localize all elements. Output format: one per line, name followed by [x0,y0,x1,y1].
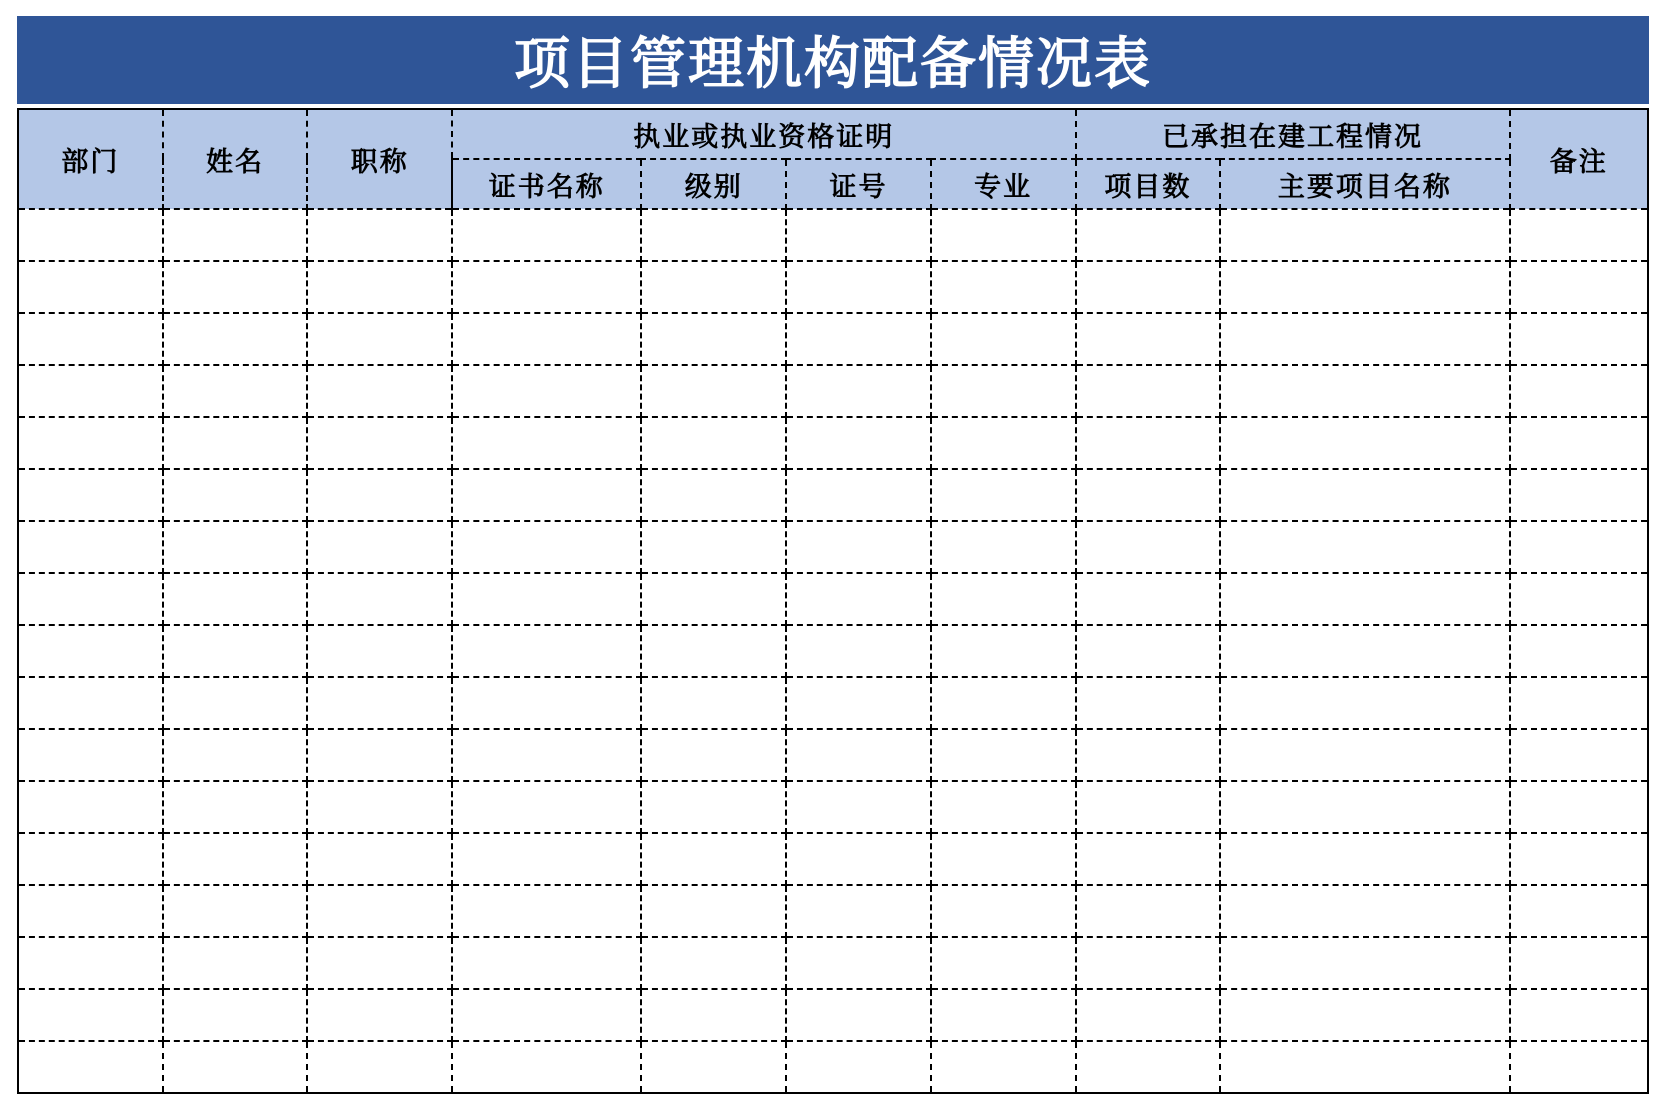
cell-cert-name[interactable] [452,417,641,469]
table-row [18,1041,1648,1093]
cell-cert-name[interactable] [452,781,641,833]
table-row [18,989,1648,1041]
cell-project-count[interactable] [1076,209,1221,261]
cell-title[interactable] [307,1041,452,1093]
cell-cert-name[interactable] [452,1041,641,1093]
cell-title[interactable] [307,625,452,677]
cell-name[interactable] [163,625,308,677]
cell-name[interactable] [163,677,308,729]
cell-main-project-names[interactable] [1220,417,1509,469]
cell-project-count[interactable] [1076,365,1221,417]
table-header [18,109,1648,209]
cell-department[interactable] [18,833,163,885]
cell-specialty[interactable] [931,677,1076,729]
cell-name[interactable] [163,781,308,833]
cell-cert-name[interactable] [452,313,641,365]
cell-cert-name[interactable] [452,625,641,677]
cell-cert-no[interactable] [786,833,931,885]
cell-name[interactable] [163,989,308,1041]
cell-cert-no[interactable] [786,781,931,833]
cell-department[interactable] [18,469,163,521]
cell-level[interactable] [641,781,786,833]
cell-remarks[interactable] [1510,885,1648,937]
cell-name[interactable] [163,1041,308,1093]
cell-name[interactable] [163,521,308,573]
cell-cert-no[interactable] [786,313,931,365]
cell-level[interactable] [641,365,786,417]
cell-level[interactable] [641,209,786,261]
cell-specialty[interactable] [931,729,1076,781]
cell-level[interactable] [641,261,786,313]
cell-specialty[interactable] [931,261,1076,313]
cell-department[interactable] [18,677,163,729]
cell-remarks[interactable] [1510,365,1648,417]
cell-specialty[interactable] [931,625,1076,677]
cell-main-project-names[interactable] [1220,365,1509,417]
cell-title[interactable] [307,677,452,729]
table-row [18,521,1648,573]
cell-cert-name[interactable] [452,885,641,937]
cell-level[interactable] [641,677,786,729]
cell-cert-name[interactable] [452,677,641,729]
cell-department[interactable] [18,885,163,937]
cell-level[interactable] [641,833,786,885]
cell-cert-no[interactable] [786,625,931,677]
cell-name[interactable] [163,885,308,937]
table-row [18,365,1648,417]
cell-name[interactable] [163,469,308,521]
cell-name[interactable] [163,417,308,469]
cell-main-project-names[interactable] [1220,209,1509,261]
cell-specialty[interactable] [931,209,1076,261]
cell-remarks[interactable] [1510,989,1648,1041]
cell-name[interactable] [163,833,308,885]
staffing-table [17,108,1649,1094]
cell-project-count[interactable] [1076,729,1221,781]
cell-cert-no[interactable] [786,989,931,1041]
cell-cert-name[interactable] [452,521,641,573]
cell-title[interactable] [307,209,452,261]
cell-main-project-names[interactable] [1220,781,1509,833]
cell-specialty[interactable] [931,885,1076,937]
cell-name[interactable] [163,365,308,417]
cell-project-count[interactable] [1076,989,1221,1041]
table-row [18,625,1648,677]
cell-main-project-names[interactable] [1220,313,1509,365]
cell-specialty[interactable] [931,833,1076,885]
cell-specialty[interactable] [931,469,1076,521]
cell-project-count[interactable] [1076,313,1221,365]
cell-cert-name[interactable] [452,729,641,781]
cell-specialty[interactable] [931,521,1076,573]
cell-level[interactable] [641,625,786,677]
cell-cert-no[interactable] [786,573,931,625]
cell-department[interactable] [18,573,163,625]
cell-specialty[interactable] [931,573,1076,625]
cell-level[interactable] [641,885,786,937]
table-row [18,261,1648,313]
cell-project-count[interactable] [1076,677,1221,729]
cell-department[interactable] [18,209,163,261]
cell-department[interactable] [18,781,163,833]
cell-cert-no[interactable] [786,1041,931,1093]
cell-cert-name[interactable] [452,209,641,261]
cell-cert-name[interactable] [452,365,641,417]
cell-department[interactable] [18,261,163,313]
table-row [18,937,1648,989]
cell-main-project-names[interactable] [1220,833,1509,885]
table-row [18,313,1648,365]
cell-title[interactable] [307,729,452,781]
cell-project-count[interactable] [1076,885,1221,937]
cell-level[interactable] [641,937,786,989]
cell-department[interactable] [18,937,163,989]
cell-remarks[interactable] [1510,625,1648,677]
cell-specialty[interactable] [931,313,1076,365]
cell-remarks[interactable] [1510,677,1648,729]
cell-title[interactable] [307,989,452,1041]
cell-remarks[interactable] [1510,209,1648,261]
cell-level[interactable] [641,989,786,1041]
cell-remarks[interactable] [1510,469,1648,521]
cell-main-project-names[interactable] [1220,261,1509,313]
cell-project-count[interactable] [1076,521,1221,573]
sheet-title-cell[interactable] [17,16,1649,104]
cell-level[interactable] [641,729,786,781]
cell-cert-no[interactable] [786,209,931,261]
cell-remarks[interactable] [1510,1041,1648,1093]
table-row [18,469,1648,521]
cell-specialty[interactable] [931,937,1076,989]
cell-level[interactable] [641,313,786,365]
cell-remarks[interactable] [1510,729,1648,781]
cell-cert-no[interactable] [786,885,931,937]
cell-title[interactable] [307,937,452,989]
cell-remarks[interactable] [1510,313,1648,365]
cell-cert-name[interactable] [452,261,641,313]
cell-cert-name[interactable] [452,989,641,1041]
cell-title[interactable] [307,885,452,937]
cell-department[interactable] [18,1041,163,1093]
cell-name[interactable] [163,729,308,781]
cell-name[interactable] [163,573,308,625]
cell-title[interactable] [307,417,452,469]
cell-main-project-names[interactable] [1220,885,1509,937]
header-cert-no[interactable]: 证号 [786,159,931,209]
cell-level[interactable] [641,469,786,521]
header-main-project-names[interactable]: 主要项目名称 [1220,159,1509,209]
cell-remarks[interactable] [1510,833,1648,885]
cell-cert-no[interactable] [786,365,931,417]
cell-specialty[interactable] [931,989,1076,1041]
header-cert-name[interactable]: 证书名称 [452,159,641,209]
table-body [18,209,1648,1093]
staffing-table-container [17,108,1649,1094]
cell-remarks[interactable] [1510,781,1648,833]
cell-remarks[interactable] [1510,261,1648,313]
table-row [18,781,1648,833]
cell-title[interactable] [307,469,452,521]
cell-level[interactable] [641,573,786,625]
page-title: 项目管理机构配备情况表 [514,32,1152,97]
cell-title[interactable] [307,781,452,833]
cell-specialty[interactable] [931,365,1076,417]
cell-title[interactable] [307,365,452,417]
cell-remarks[interactable] [1510,937,1648,989]
cell-main-project-names[interactable] [1220,625,1509,677]
cell-cert-name[interactable] [452,937,641,989]
cell-cert-no[interactable] [786,937,931,989]
cell-main-project-names[interactable] [1220,521,1509,573]
cell-project-count[interactable] [1076,417,1221,469]
cell-title[interactable] [307,833,452,885]
cell-title[interactable] [307,573,452,625]
header-remarks[interactable]: 备注 [1510,109,1648,209]
cell-level[interactable] [641,1041,786,1093]
header-project-count[interactable]: 项目数 [1076,159,1221,209]
cell-cert-no[interactable] [786,521,931,573]
spreadsheet-sheet [17,16,1649,1101]
cell-title[interactable] [307,313,452,365]
cell-project-count[interactable] [1076,1041,1221,1093]
cell-remarks[interactable] [1510,573,1648,625]
cell-project-count[interactable] [1076,469,1221,521]
cell-main-project-names[interactable] [1220,469,1509,521]
cell-cert-name[interactable] [452,573,641,625]
cell-cert-no[interactable] [786,417,931,469]
cell-cert-no[interactable] [786,261,931,313]
header-level[interactable]: 级别 [641,159,786,209]
table-row [18,417,1648,469]
cell-department[interactable] [18,521,163,573]
cell-project-count[interactable] [1076,833,1221,885]
cell-specialty[interactable] [931,417,1076,469]
table-row [18,729,1648,781]
cell-department[interactable] [18,417,163,469]
cell-department[interactable] [18,625,163,677]
cell-cert-no[interactable] [786,729,931,781]
cell-remarks[interactable] [1510,417,1648,469]
header-name[interactable]: 姓名 [163,109,308,209]
cell-main-project-names[interactable] [1220,989,1509,1041]
cell-cert-no[interactable] [786,469,931,521]
cell-remarks[interactable] [1510,521,1648,573]
table-row [18,573,1648,625]
table-row [18,833,1648,885]
cell-department[interactable] [18,989,163,1041]
cell-level[interactable] [641,417,786,469]
cell-level[interactable] [641,521,786,573]
header-qualification-group[interactable]: 执业或执业资格证明 [452,109,1075,159]
cell-project-count[interactable] [1076,625,1221,677]
header-title[interactable]: 职称 [307,109,452,209]
table-row [18,885,1648,937]
cell-project-count[interactable] [1076,781,1221,833]
cell-project-count[interactable] [1076,573,1221,625]
cell-name[interactable] [163,209,308,261]
cell-name[interactable] [163,261,308,313]
cell-specialty[interactable] [931,1041,1076,1093]
cell-name[interactable] [163,937,308,989]
header-department[interactable]: 部门 [18,109,163,209]
cell-title[interactable] [307,521,452,573]
cell-cert-name[interactable] [452,833,641,885]
cell-specialty[interactable] [931,781,1076,833]
table-row [18,677,1648,729]
cell-name[interactable] [163,313,308,365]
cell-main-project-names[interactable] [1220,677,1509,729]
cell-project-count[interactable] [1076,261,1221,313]
cell-project-count[interactable] [1076,937,1221,989]
cell-department[interactable] [18,313,163,365]
cell-main-project-names[interactable] [1220,573,1509,625]
table-row [18,209,1648,261]
cell-cert-no[interactable] [786,677,931,729]
cell-cert-name[interactable] [452,469,641,521]
cell-main-project-names[interactable] [1220,937,1509,989]
cell-title[interactable] [307,261,452,313]
header-projects-group[interactable]: 已承担在建工程情况 [1076,109,1510,159]
cell-department[interactable] [18,365,163,417]
header-specialty[interactable]: 专业 [931,159,1076,209]
cell-department[interactable] [18,729,163,781]
cell-main-project-names[interactable] [1220,1041,1509,1093]
header-row-1 [18,109,1648,159]
cell-main-project-names[interactable] [1220,729,1509,781]
